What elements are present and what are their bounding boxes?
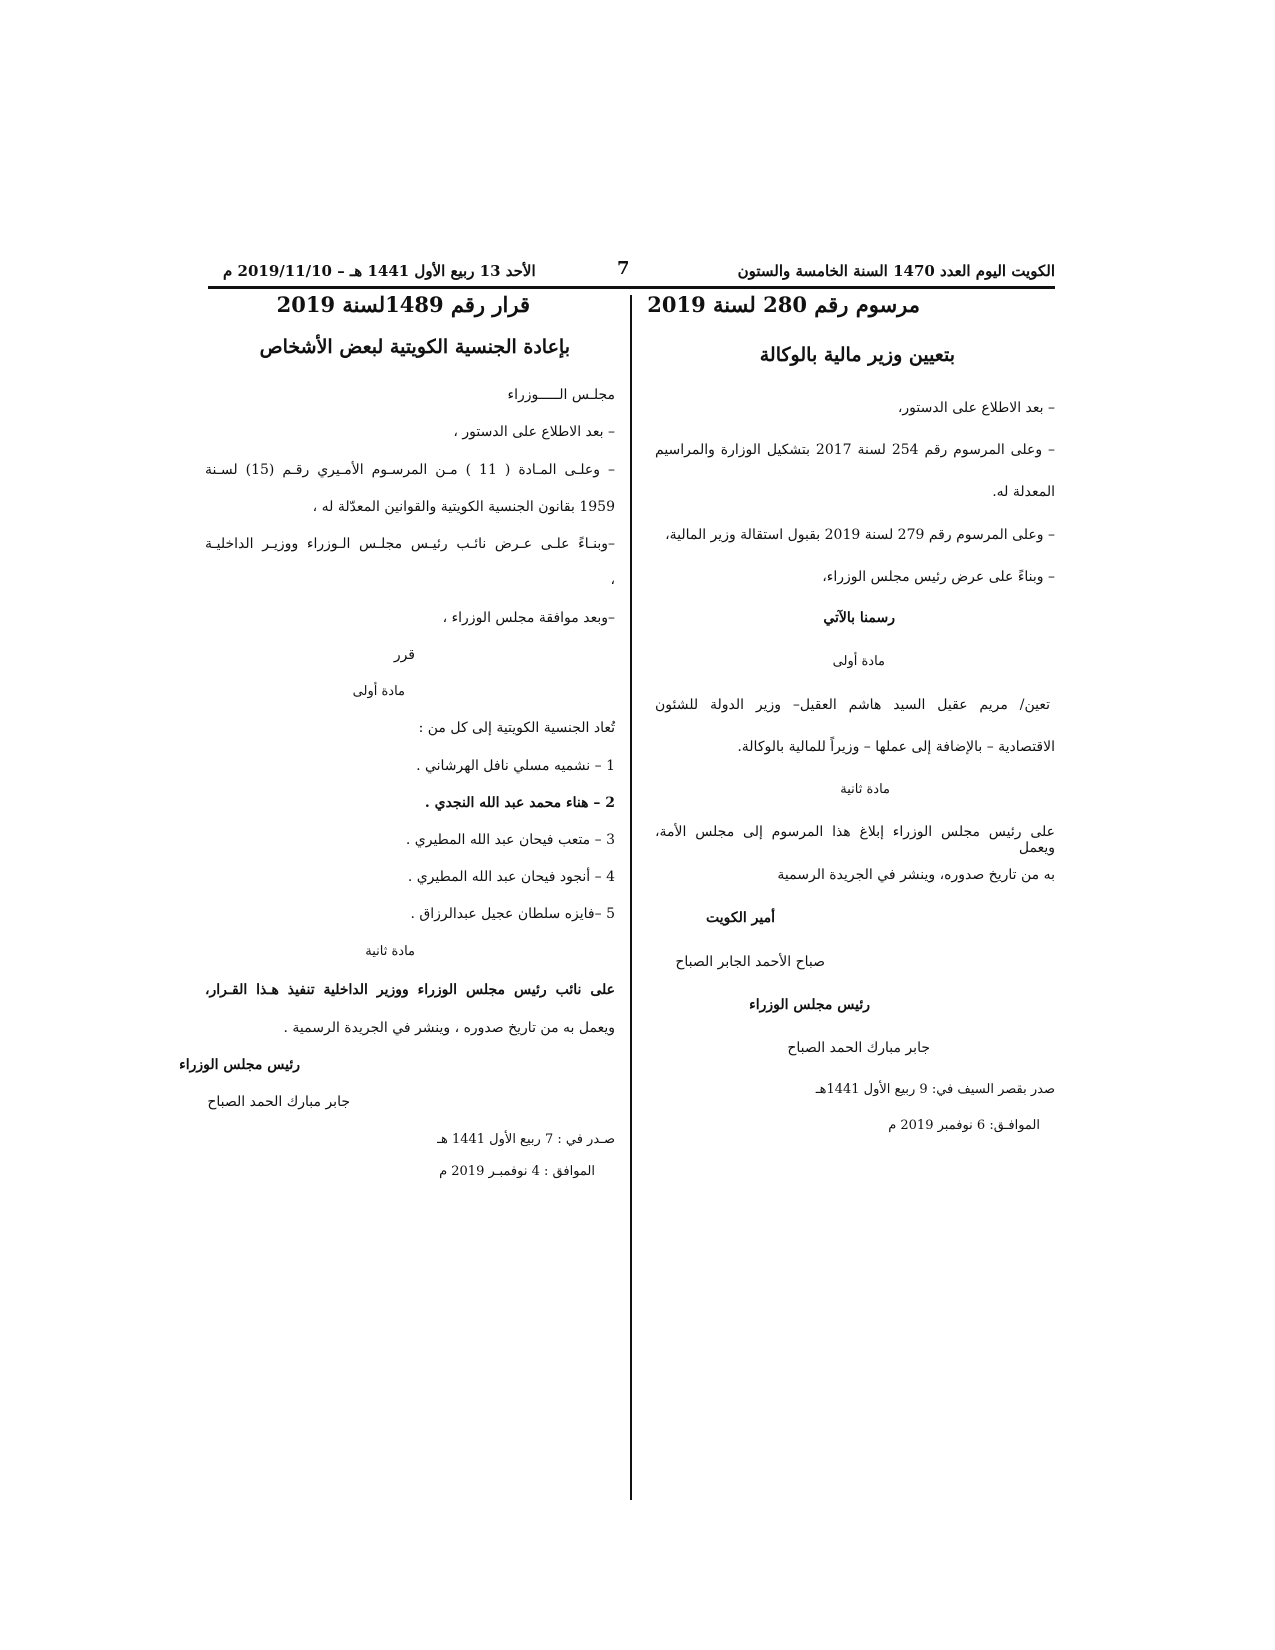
resolution-line: تُعاد الجنسية الكويتية إلى كل من :: [418, 720, 615, 736]
article-heading: مادة ثانية: [365, 944, 415, 959]
issue-date: صـدر في : 7 ربيع الأول 1441 هـ: [437, 1132, 615, 1147]
decree-subtitle: بتعيين وزير مالية بالوكالة: [759, 344, 955, 366]
issue-place-date: صدر بقصر السيف في: 9 ربيع الأول 1441هـ: [815, 1082, 1055, 1097]
signatory-name: صباح الأحمد الجابر الصباح: [675, 954, 825, 970]
decree-line: – وبناءً على عرض رئيس مجلس الوزراء،: [822, 569, 1055, 585]
decree-title: مرسوم رقم 280 لسنة 2019: [647, 292, 920, 317]
signatory-title: رئيس مجلس الوزراء: [749, 997, 870, 1013]
resolution-line: – وعلـى المـادة ( 11 ) مـن المرسـوم الأمـيري رقـم (15) لسـنة: [205, 462, 616, 478]
name-list-item: 1 – نشميه مسلي نافل الهرشاني .: [416, 758, 615, 774]
decree-line: – بعد الاطلاع على الدستور،: [897, 400, 1055, 416]
resolution-line: ويعمل به من تاريخ صدوره ، وينشر في الجريدة الرسمية .: [283, 1020, 615, 1036]
resolution-heading: قرر: [393, 647, 415, 663]
decree-line: على رئيس مجلس الوزراء إبلاغ هذا المرسوم إلى مجلس الأمة، ويعمل: [655, 824, 1055, 856]
resolution-line: ،: [610, 572, 615, 588]
name-list-item: 4 – أنجود فيحان عبد الله المطيري .: [407, 869, 615, 885]
page-header: [205, 258, 1055, 286]
resolution-line: على نائب رئيس مجلس الوزراء ووزير الداخلية تنفيذ هـذا القـرار،: [205, 982, 615, 998]
resolution-title: قرار رقم 1489لسنة 2019: [276, 292, 530, 317]
decree-line: به من تاريخ صدوره، وينشر في الجريدة الرسمية: [777, 867, 1055, 883]
name-list-item: 3 – متعب فيحان عبد الله المطيري .: [405, 832, 615, 848]
decree-line: الاقتصادية – بالإضافة إلى عملها – وزيراً للمالية بالوكالة.: [737, 739, 1055, 755]
page-number: 7: [617, 258, 630, 279]
resolution-line: –وبنـاءً علـى عـرض نائـب رئيـس مجلـس الـوزراء ووزيـر الداخليـة: [205, 536, 615, 552]
decree-line: – وعلى المرسوم رقم 254 لسنة 2017 بتشكيل الوزارة والمراسيم: [655, 442, 1055, 458]
issue-gregorian-date: الموافـق: 6 نوفمبر 2019 م: [888, 1118, 1040, 1133]
article-heading: مادة ثانية: [840, 782, 890, 797]
resolution-subtitle: بإعادة الجنسية الكويتية لبعض الأشخاص: [259, 336, 570, 358]
signatory-name: جابر مبارك الحمد الصباح: [787, 1040, 930, 1056]
decree-heading: رسمنا بالآتي: [823, 610, 895, 626]
decree-line: المعدلة له.: [992, 484, 1055, 500]
header-date: الأحد 13 ربيع الأول 1441 هـ – 2019/11/10 م: [223, 262, 536, 280]
resolution-line: – بعد الاطلاع على الدستور ،: [453, 424, 615, 440]
column-divider: [630, 295, 632, 1500]
name-list-item: 5 –فايزه سلطان عجيل عبدالرزاق .: [410, 906, 615, 922]
header-issue-info: الكويت اليوم العدد 1470 السنة الخامسة والستون: [737, 262, 1055, 280]
signatory-title: أمير الكويت: [706, 910, 775, 926]
header-rule: [208, 286, 1055, 289]
signatory-name: جابر مبارك الحمد الصباح: [207, 1094, 350, 1110]
resolution-line: 1959 بقانون الجنسية الكويتية والقوانين المعدّلة له ،: [312, 499, 615, 515]
signatory-title: رئيس مجلس الوزراء: [179, 1057, 300, 1073]
name-list-item: 2 – هناء محمد عبد الله النجدي .: [424, 795, 615, 811]
article-heading: مادة أولى: [832, 654, 885, 669]
decree-line: تعين/ مريم عقيل السيد هاشم العقيل– وزير الدولة للشئون: [655, 697, 1050, 713]
decree-line: – وعلى المرسوم رقم 279 لسنة 2019 بقبول استقالة وزير المالية،: [665, 527, 1055, 543]
resolution-line: مجلـس الـــــوزراء: [507, 387, 615, 403]
resolution-line: –وبعد موافقة مجلس الوزراء ،: [442, 610, 615, 626]
issue-gregorian-date: الموافق : 4 نوفمبـر 2019 م: [439, 1164, 595, 1179]
article-heading: مادة أولى: [352, 684, 405, 699]
